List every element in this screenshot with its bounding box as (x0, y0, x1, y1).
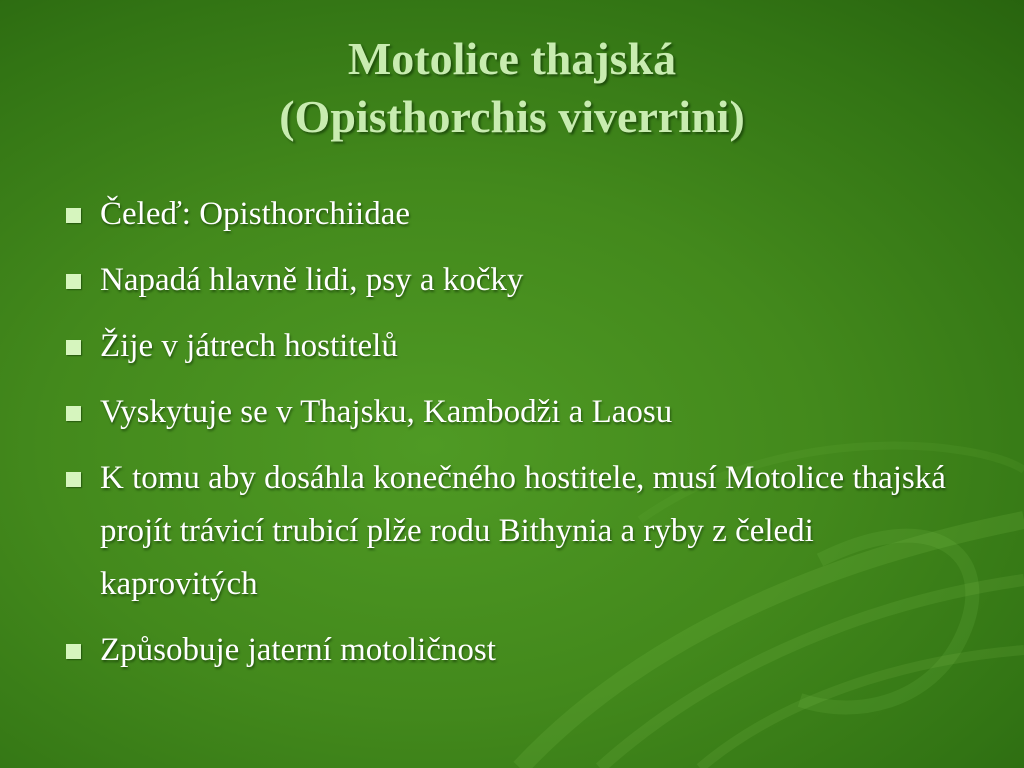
square-bullet-icon (66, 644, 81, 659)
bullet-item (66, 452, 966, 611)
title-line-2: (Opisthorchis viverrini) (279, 91, 745, 142)
bullet-text: Napadá hlavně lidi, psy a kočky (100, 262, 524, 298)
bullet-text: Čeleď: Opisthorchiidae (100, 196, 411, 232)
slide-title (0, 30, 1024, 146)
bullet-item (66, 624, 966, 677)
bullet-text: Způsobuje jaterní motoličnost (100, 632, 496, 668)
bullet-item (66, 320, 966, 373)
bullet-item (66, 254, 966, 307)
title-line-1: Motolice thajská (347, 33, 677, 84)
bullet-text: Vyskytuje se v Thajsku, Kambodži a Laosu (100, 394, 673, 430)
square-bullet-icon (66, 340, 81, 355)
bullet-list (66, 188, 966, 690)
square-bullet-icon (66, 406, 81, 421)
bullet-text: K tomu aby dosáhla konečného hostitele, musí Motolice thajská projít trávicí trubicí plže rodu Bithynia a ryby z čeledi kaprovitých (100, 460, 946, 602)
bullet-item (66, 188, 966, 241)
bullet-text: Žije v játrech hostitelů (100, 328, 398, 364)
square-bullet-icon (66, 208, 81, 223)
bullet-item (66, 386, 966, 439)
square-bullet-icon (66, 274, 81, 289)
square-bullet-icon (66, 472, 81, 487)
